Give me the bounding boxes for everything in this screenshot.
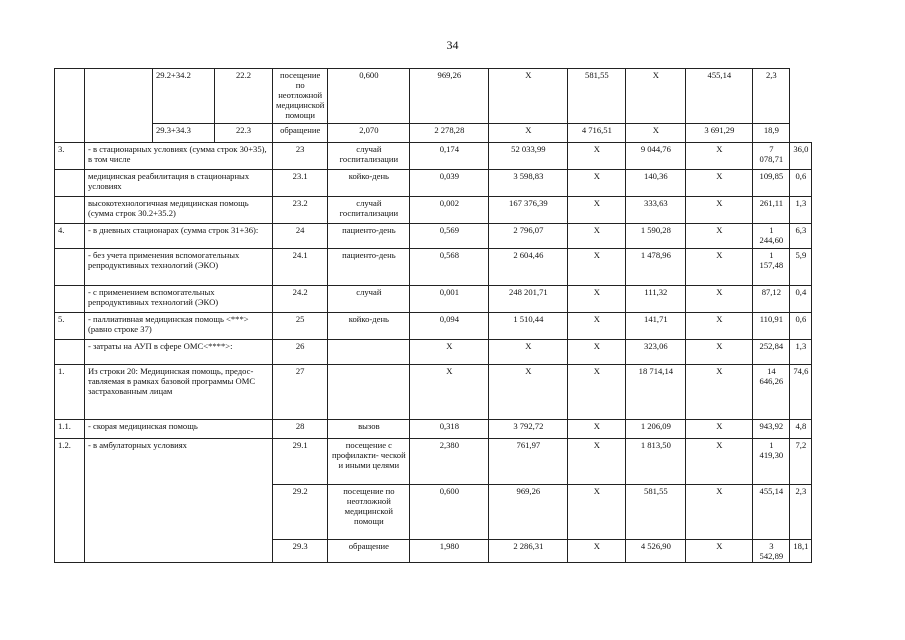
row-unit-cell: посещение по неотложной медицинской помощи	[328, 485, 410, 540]
row-name-cell: Из строки 20: Медицинская помощь, предос- тавляемая в рамках базовой программы ОМС застрахованным лицам	[85, 365, 273, 420]
row-name-cell: - в амбулаторных условиях	[85, 439, 273, 563]
row-value-cell: 6,3	[790, 224, 812, 249]
row-value-cell: Х	[568, 540, 626, 563]
row-value-cell: 5,9	[790, 249, 812, 286]
row-value-cell: 4 716,51	[568, 124, 626, 143]
row-value-cell: Х	[410, 340, 489, 365]
row-value-cell: 18,9	[753, 124, 790, 143]
row-value-cell: 455,14	[686, 69, 753, 124]
row-unit-cell: пациенто-день	[328, 224, 410, 249]
row-unit-cell: вызов	[328, 420, 410, 439]
row-value-cell: 140,36	[626, 170, 686, 197]
row-unit-cell: случай госпитализации	[328, 143, 410, 170]
table-row	[55, 197, 812, 224]
row-number-cell	[55, 170, 85, 197]
row-unit-cell	[328, 340, 410, 365]
row-value-cell: Х	[568, 485, 626, 540]
table-row	[55, 313, 812, 340]
row-value-cell: 2,380	[410, 439, 489, 485]
row-value-cell: Х	[686, 420, 753, 439]
row-value-cell: Х	[686, 313, 753, 340]
row-ref-cell: 29.3+34.3	[153, 124, 215, 143]
row-value-cell: 1 419,30	[753, 439, 790, 485]
row-value-cell: 0,4	[790, 286, 812, 313]
row-value-cell: 333,63	[626, 197, 686, 224]
row-value-cell: Х	[686, 143, 753, 170]
row-value-cell: Х	[489, 340, 568, 365]
row-name-cell: - скорая медицинская помощь	[85, 420, 273, 439]
row-value-cell: 0,094	[410, 313, 489, 340]
row-value-cell: 7,2	[790, 439, 812, 485]
row-value-cell: Х	[489, 69, 568, 124]
row-name-cell: высокотехнологичная медицинская помощь (сумма строк 30.2+35.2)	[85, 197, 273, 224]
row-value-cell: Х	[568, 224, 626, 249]
table-row	[55, 143, 812, 170]
row-code-cell: 27	[273, 365, 328, 420]
row-value-cell: 3 598,83	[489, 170, 568, 197]
row-value-cell: 0,569	[410, 224, 489, 249]
row-value-cell: 7 078,71	[753, 143, 790, 170]
table-row	[55, 224, 812, 249]
row-value-cell: Х	[568, 249, 626, 286]
row-value-cell: 0,568	[410, 249, 489, 286]
row-value-cell: 2 796,07	[489, 224, 568, 249]
row-value-cell: 2 604,46	[489, 249, 568, 286]
row-code-cell: 22.3	[215, 124, 273, 143]
row-value-cell: 0,039	[410, 170, 489, 197]
row-value-cell: 455,14	[753, 485, 790, 540]
row-unit-cell: случай	[328, 286, 410, 313]
row-code-cell: 29.3	[273, 540, 328, 563]
row-value-cell: Х	[568, 313, 626, 340]
row-value-cell: Х	[568, 365, 626, 420]
row-name-cell: - с применением вспомогательных репродуктивных технологий (ЭКО)	[85, 286, 273, 313]
row-code-cell: 22.2	[215, 69, 273, 124]
row-value-cell: 252,84	[753, 340, 790, 365]
row-value-cell: 581,55	[568, 69, 626, 124]
row-value-cell: 74,6	[790, 365, 812, 420]
row-value-cell: Х	[568, 340, 626, 365]
table-row	[55, 365, 812, 420]
row-value-cell: Х	[686, 170, 753, 197]
table-row	[55, 340, 812, 365]
row-number-cell	[55, 69, 85, 143]
row-code-cell: 23.2	[273, 197, 328, 224]
row-value-cell: Х	[568, 286, 626, 313]
row-name-cell: медицинская реабилитация в стационарных условиях	[85, 170, 273, 197]
table-row	[55, 286, 812, 313]
row-value-cell: 87,12	[753, 286, 790, 313]
row-number-cell	[55, 197, 85, 224]
row-value-cell: 2 278,28	[410, 124, 489, 143]
row-value-cell: Х	[686, 224, 753, 249]
row-value-cell: 109,85	[753, 170, 790, 197]
row-code-cell: 29.2	[273, 485, 328, 540]
page-number: 34	[446, 38, 459, 52]
row-value-cell: Х	[686, 197, 753, 224]
row-value-cell: Х	[568, 439, 626, 485]
row-number-cell: 1.2.	[55, 439, 85, 563]
row-value-cell: 111,32	[626, 286, 686, 313]
row-name-cell: - без учета применения вспомогательных репродуктивных технологий (ЭКО)	[85, 249, 273, 286]
row-value-cell: 969,26	[410, 69, 489, 124]
row-value-cell: 141,71	[626, 313, 686, 340]
table-row	[55, 249, 812, 286]
row-name-cell: - паллиативная медицинская помощь <***> (равно строке 37)	[85, 313, 273, 340]
row-value-cell: 1 478,96	[626, 249, 686, 286]
table-row	[55, 439, 812, 485]
row-value-cell: 761,97	[489, 439, 568, 485]
row-value-cell: 248 201,71	[489, 286, 568, 313]
row-code-cell: 28	[273, 420, 328, 439]
table-row	[55, 69, 812, 124]
row-value-cell: 3 792,72	[489, 420, 568, 439]
row-value-cell: 1,980	[410, 540, 489, 563]
table-row	[55, 170, 812, 197]
row-value-cell: 1 206,09	[626, 420, 686, 439]
row-value-cell: 1 157,48	[753, 249, 790, 286]
row-code-cell: 23	[273, 143, 328, 170]
row-unit-cell: койко-день	[328, 170, 410, 197]
row-value-cell: 18 714,14	[626, 365, 686, 420]
row-value-cell: Х	[568, 420, 626, 439]
row-code-cell: 23.1	[273, 170, 328, 197]
row-value-cell: 1,3	[790, 197, 812, 224]
row-value-cell: 0,001	[410, 286, 489, 313]
row-number-cell: 4.	[55, 224, 85, 249]
table-row	[55, 124, 812, 143]
row-value-cell: 18,1	[790, 540, 812, 563]
row-value-cell: 14 646,26	[753, 365, 790, 420]
row-value-cell: Х	[626, 124, 686, 143]
row-code-cell: 25	[273, 313, 328, 340]
row-code-cell: 26	[273, 340, 328, 365]
row-value-cell: Х	[410, 365, 489, 420]
row-value-cell: 0,6	[790, 170, 812, 197]
row-value-cell: 0,6	[790, 313, 812, 340]
row-code-cell: 29.1	[273, 439, 328, 485]
row-value-cell: 323,06	[626, 340, 686, 365]
row-value-cell: 36,0	[790, 143, 812, 170]
row-number-cell	[55, 340, 85, 365]
row-value-cell: Х	[686, 286, 753, 313]
row-unit-cell: посещение по неотложной медицинской помощи	[273, 69, 328, 124]
row-value-cell: 943,92	[753, 420, 790, 439]
table-row	[55, 420, 812, 439]
row-number-cell: 3.	[55, 143, 85, 170]
row-value-cell: 2,3	[753, 69, 790, 124]
row-value-cell: Х	[686, 340, 753, 365]
financing-table	[54, 68, 812, 563]
row-value-cell: Х	[626, 69, 686, 124]
row-value-cell: 2,3	[790, 485, 812, 540]
row-number-cell	[55, 286, 85, 313]
row-unit-cell: обращение	[328, 540, 410, 563]
row-value-cell: 4 526,90	[626, 540, 686, 563]
row-value-cell: 3 691,29	[686, 124, 753, 143]
row-value-cell: 0,600	[410, 485, 489, 540]
row-unit-cell: койко-день	[328, 313, 410, 340]
row-number-cell: 1.	[55, 365, 85, 420]
row-value-cell: 3 542,89	[753, 540, 790, 563]
row-unit-cell: обращение	[273, 124, 328, 143]
row-value-cell: 2 286,31	[489, 540, 568, 563]
row-value-cell: 969,26	[489, 485, 568, 540]
row-value-cell: 2,070	[328, 124, 410, 143]
row-ref-cell: 29.2+34.2	[153, 69, 215, 124]
row-value-cell: Х	[686, 439, 753, 485]
row-value-cell: Х	[686, 540, 753, 563]
row-value-cell: 0,002	[410, 197, 489, 224]
row-name-cell: - затраты на АУП в сфере ОМС<****>:	[85, 340, 273, 365]
row-unit-cell: посещение с профилакти- ческой и иными целями	[328, 439, 410, 485]
row-value-cell: Х	[568, 197, 626, 224]
row-value-cell: Х	[489, 124, 568, 143]
row-number-cell: 5.	[55, 313, 85, 340]
row-code-cell: 24.1	[273, 249, 328, 286]
row-value-cell: Х	[568, 143, 626, 170]
row-value-cell: 261,11	[753, 197, 790, 224]
row-name-cell: - в дневных стационарах (сумма строк 31+36):	[85, 224, 273, 249]
row-value-cell: 4,8	[790, 420, 812, 439]
row-value-cell: 1 813,50	[626, 439, 686, 485]
row-number-cell: 1.1.	[55, 420, 85, 439]
row-number-cell	[55, 249, 85, 286]
row-value-cell: Х	[568, 170, 626, 197]
row-value-cell: Х	[686, 365, 753, 420]
row-unit-cell: случай госпитализации	[328, 197, 410, 224]
row-value-cell: 0,174	[410, 143, 489, 170]
row-value-cell: Х	[686, 485, 753, 540]
row-unit-cell: пациенто-день	[328, 249, 410, 286]
row-unit-cell	[328, 365, 410, 420]
row-value-cell: 1 590,28	[626, 224, 686, 249]
row-value-cell: 167 376,39	[489, 197, 568, 224]
row-value-cell: 9 044,76	[626, 143, 686, 170]
row-name-cell: - в стационарных условиях (сумма строк 30+35), в том числе	[85, 143, 273, 170]
row-value-cell: Х	[489, 365, 568, 420]
row-value-cell: 581,55	[626, 485, 686, 540]
row-value-cell: 1 244,60	[753, 224, 790, 249]
row-value-cell: 1,3	[790, 340, 812, 365]
row-value-cell: 52 033,99	[489, 143, 568, 170]
row-name-cell	[85, 69, 153, 143]
row-code-cell: 24	[273, 224, 328, 249]
row-value-cell: 110,91	[753, 313, 790, 340]
row-value-cell: 0,600	[328, 69, 410, 124]
row-value-cell: 0,318	[410, 420, 489, 439]
row-value-cell: 1 510,44	[489, 313, 568, 340]
row-code-cell: 24.2	[273, 286, 328, 313]
row-value-cell: Х	[686, 249, 753, 286]
